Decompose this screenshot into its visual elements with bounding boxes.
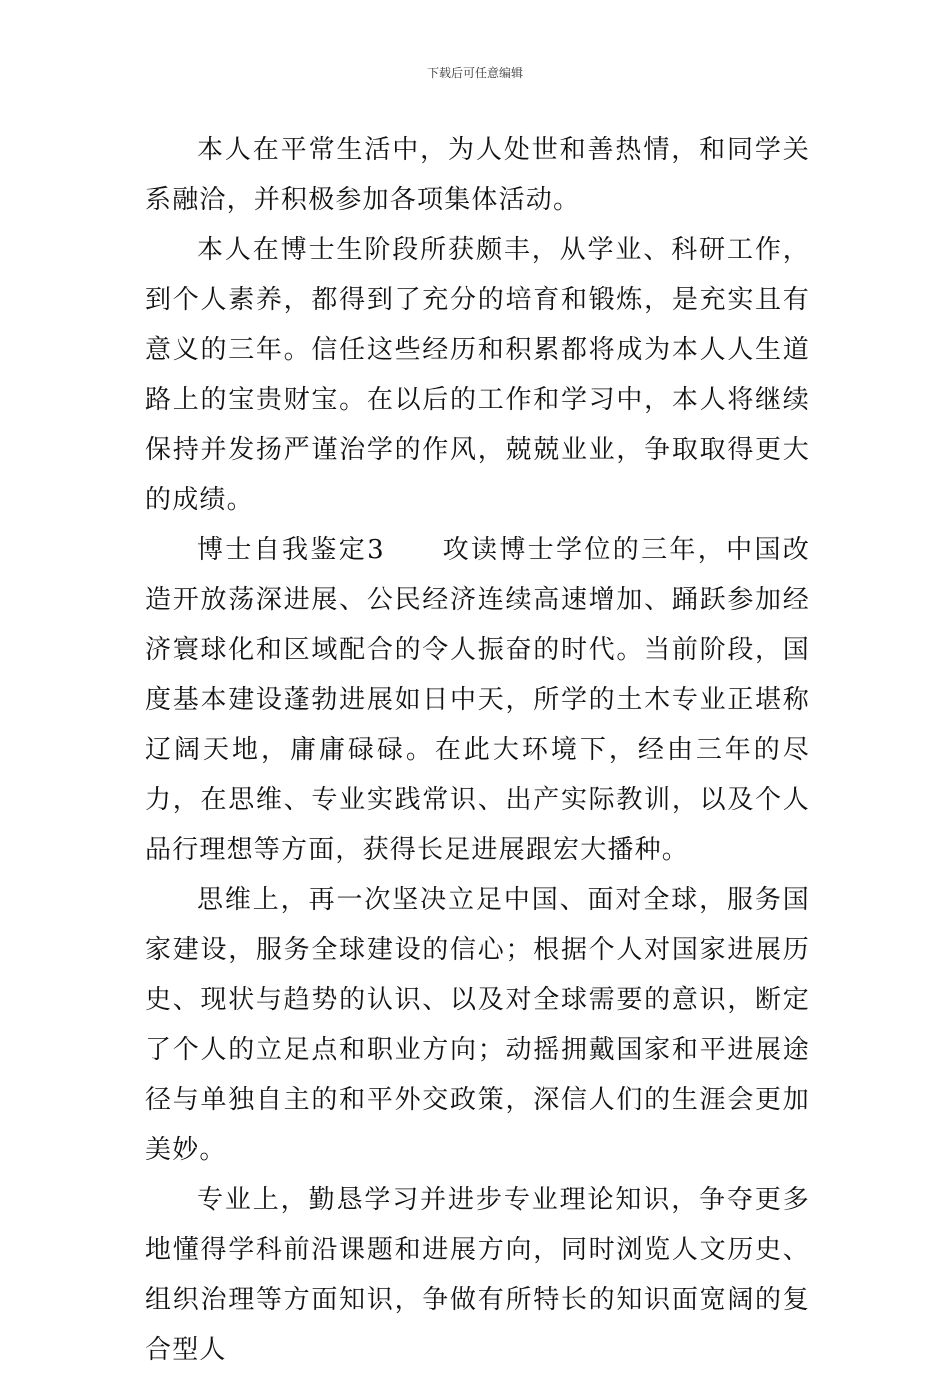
paragraph-4: 思维上，再一次坚决立足中国、面对全球，服务国家建设，服务全球建设的信心；根据个人对国家进展历史、现状与趋势的认识、以及对全球需要的意识，断定了个人的立足点和职业方向；动摇拥戴国家和平进展途径与单独自主的和平外交政策，深信人们的生涯会更加美妙。 (145, 885, 810, 1165)
paragraph-2: 本人在博士生阶段所获颇丰，从学业、科研工作，到个人素养，都得到了充分的培育和锻炼，是充实且有意义的三年。信任这些经历和积累都将成为本人人生道路上的宝贵财宝。在以后的工作和学习中，本人将继续保持并发扬严谨治学的作风，兢兢业业，争取取得更大的成绩。 (145, 235, 810, 515)
paragraph-5: 专业上，勤恳学习并进步专业理论知识，争夺更多地懂得学科前沿课题和进展方向，同时浏览人文历史、组织治理等方面知识，争做有所特长的知识面宽阔的复合型人 (145, 1185, 810, 1365)
page-header: 下载后可任意编辑 (426, 66, 523, 80)
paragraph-1: 本人在平常生活中，为人处世和善热情，和同学关系融洽，并积极参加各项集体活动。 (145, 135, 810, 215)
document-body (145, 125, 810, 1375)
paragraph-3: 博士自我鉴定3 攻读博士学位的三年，中国改造开放荡深进展、公民经济连续高速增加、踊跃参加经济寰球化和区域配合的令人振奋的时代。当前阶段，国度基本建设蓬勃进展如日中天，所学的土木专业正堪称辽阔天地，庸庸碌碌。在此大环境下，经由三年的尽力，在思维、专业实践常识、出产实际教训，以及个人品行理想等方面，获得长足进展跟宏大播种。 (145, 535, 810, 865)
